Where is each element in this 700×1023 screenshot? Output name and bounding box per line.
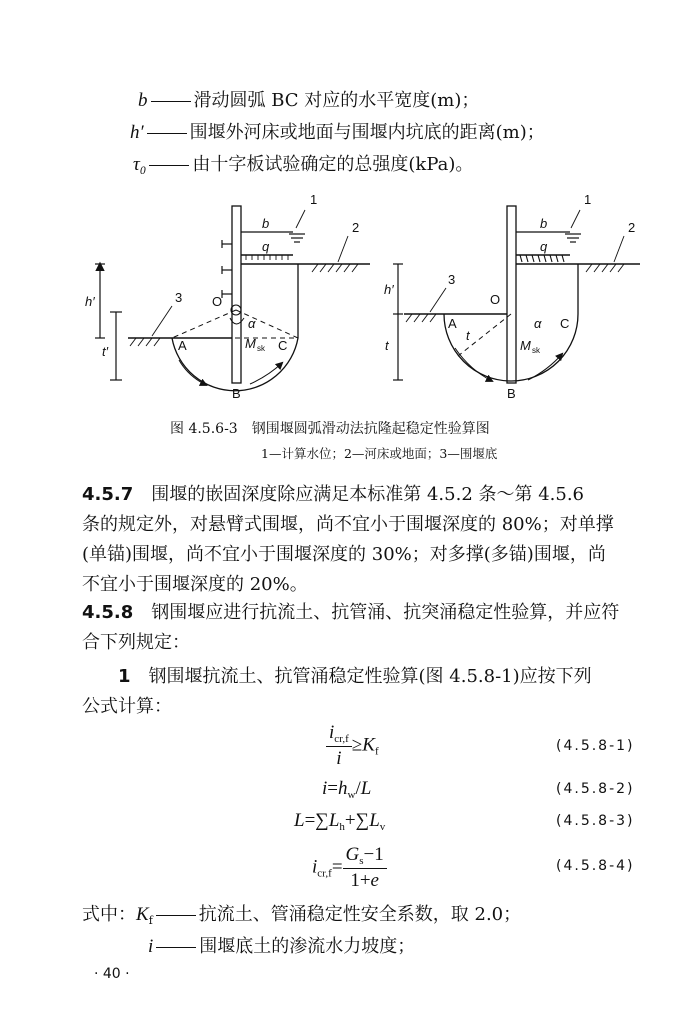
left-label-O: O [212,294,223,309]
right-label-b: b [540,216,548,231]
left-label-Msub: sk [257,344,265,353]
equation-number-1: (4.5.8-1) [556,738,635,754]
equation-number-2: (4.5.8-2) [556,781,635,797]
definition-text: 围堰底土的渗流水力坡度； [199,936,416,957]
right-label-O: O [490,292,501,307]
right-label-B: B [507,386,516,401]
right-label-M: M [520,338,531,353]
symbol-h-prime: h′ [130,122,144,143]
page-number: · 40 · [94,966,130,982]
figure-legend: 1—计算水位；2—河床或地面；3—围堰底 [261,446,498,461]
item-1-line-2: 公式计算： [82,696,172,717]
definition-text: 抗流土、管涌稳定性安全系数，取 2.0； [198,904,522,925]
left-label-b: b [262,216,270,231]
equation-4-5-8-4: $i_{cr,f}=$ $\frac{G_s-1}{1+e}$ [312,844,387,892]
sheet-pile-wall [232,206,241,383]
right-callout-2: 2 [628,220,636,235]
right-label-A: A [448,316,457,331]
right-label-h: h′ [384,282,394,297]
definition-i [148,932,415,958]
clause-4-5-7-line-3: (单锚)围堰，尚不宜小于围堰深度的 30%；对多撑(多锚)围堰，尚 [82,544,606,565]
sheet-pile-wall [507,206,516,383]
symbol-b: b [138,90,148,111]
right-callout-1: 1 [584,192,592,207]
right-label-C: C [560,316,570,331]
definition-dash [156,947,196,948]
equation-4-5-8-3: $L=\sum L_h+\sum L_v$ [294,810,386,833]
equation-number-4: (4.5.8-4) [556,858,635,874]
clause-4-5-8-line-2: 合下列规定： [82,632,190,653]
symbol-sub: f [148,914,153,927]
definition-dash [149,165,189,166]
definition-dash [151,101,191,102]
left-label-alpha: α [248,316,256,331]
left-callout-1: 1 [310,192,318,207]
left-label-h: h′ [85,294,95,309]
item-text: 钢围堰抗流土、抗管涌稳定性验算(图 4.5.8-1)应按下列 [148,666,592,687]
symbol-K: K [136,904,149,925]
equation-4-5-8-2: $i=h_w/L$ [322,778,372,801]
left-label-t: t′ [102,344,109,359]
left-label-q: q [262,239,270,254]
left-diagram [95,206,370,391]
right-label-t: t [385,338,389,353]
clause-number: 4.5.7 [82,484,134,505]
clause-text: 钢围堰应进行抗流土、抗管涌、抗突涌稳定性验算，并应符 [151,602,620,623]
definition-b [138,86,479,112]
figure-caption: 图 4.5.6-3 钢围堰圆弧滑动法抗隆起稳定性验算图 [170,421,490,437]
right-label-q: q [540,239,548,254]
definition-text: 围堰外河床或地面与围堰内坑底的距离(m)； [189,122,545,143]
definition-text: 由十字板试验确定的总强度(kPa)。 [192,154,474,175]
definition-prefix: 式中： [82,904,136,925]
left-callout-3: 3 [175,290,183,305]
clause-4-5-7-line-1 [82,480,584,506]
definition-text: 滑动圆弧 BC 对应的水平宽度(m)； [193,90,480,111]
clause-text: 围堰的嵌固深度除应满足本标准第 4.5.2 条～第 4.5.6 [151,484,585,505]
definition-dash [147,133,187,134]
definition-tau0 [133,150,473,176]
definition-Kf [82,900,521,927]
left-label-M: M [245,336,256,351]
symbol-i: i [148,936,154,957]
stability-figure [0,188,700,410]
clause-4-5-7-line-4: 不宜小于围堰深度的 20%。 [82,574,308,595]
definition-h-prime [130,118,545,144]
clause-4-5-7-line-2: 条的规定外，对悬臂式围堰，尚不宜小于围堰深度的 80%；对单撑 [82,514,614,535]
right-diagram [393,206,640,383]
fraction: $\frac{i_{cr,f}}{i}$ [326,722,352,770]
left-callout-2: 2 [352,220,360,235]
definition-dash [156,915,196,916]
equation-4-5-8-1: $\frac{i_{cr,f}}{i}$ $\ge K_f$ [326,722,379,770]
clause-number: 4.5.8 [82,602,134,623]
right-label-alpha: α [534,316,542,331]
right-callout-3: 3 [448,272,456,287]
equation-number-3: (4.5.8-3) [556,813,635,829]
item-1-line-1 [118,662,592,688]
symbol-tau0: τ₀ [133,154,147,175]
clause-4-5-8-line-1 [82,598,619,624]
left-diagram-labels [85,192,359,401]
right-label-t2: t [466,328,470,343]
left-label-C: C [278,338,288,353]
left-label-B: B [232,386,241,401]
item-number: 1 [118,666,131,687]
left-label-A: A [178,338,187,353]
right-label-Msub: sk [532,346,540,355]
fraction: $\frac{G_s-1}{1+e}$ [343,844,387,892]
